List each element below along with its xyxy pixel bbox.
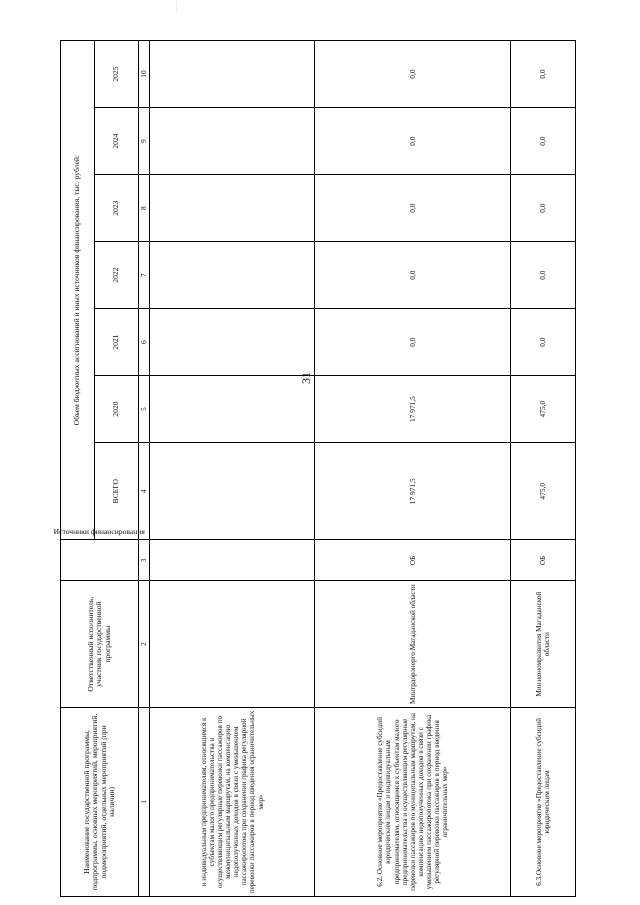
column-number: 5 [139,376,150,443]
row-value-2024: 0,0 [315,108,510,175]
row-value-2020: 17 971,5 [315,376,510,443]
header-executor: Ответственный исполнитель, участник государственной программы [61,581,139,707]
column-number: 1 [139,707,150,896]
header-total: ВСЕГО [95,443,139,540]
header-year-2020: 2020 [95,376,139,443]
row-name: и индивидуальным предпринимателям, относящимся к субъектам малого предпринимательства и осуществляющим регулярные перевозки пассажиров по межмуниципальным маршрутам, на компенсацию недополученных доходов в связи с уменьшением пассажиропотока при сохранении графика регулярной перевозки пассажиров в период введения ограничительных мер» [150,707,315,896]
table-row [315,41,510,897]
header-year-2023: 2023 [95,175,139,242]
row-name: 6.3.Основное мероприятие «Предоставление субсидий юридическим лицам [510,707,575,896]
row-value-2020 [150,376,315,443]
column-number: 10 [139,41,150,108]
row-source [150,540,315,581]
rotated-table-wrapper [53,40,576,897]
column-number: 2 [139,581,150,707]
header-year-2021: 2021 [95,309,139,376]
rotated-table-content [53,40,576,897]
row-source: ОБ [315,540,510,581]
column-number: 3 [139,540,150,581]
budget-table [53,40,576,897]
row-value-2020: 475,0 [510,376,575,443]
header-year-2025: 2025 [95,41,139,108]
row-total: 17 971,5 [315,443,510,540]
header-source [53,527,146,581]
table-row [150,41,315,897]
row-executor: Минэкономразвития Магаданской области [510,581,575,707]
row-value-2023: 0,0 [315,175,510,242]
row-executor: Минтрдорэнерго Магаданской области [315,581,510,707]
header-name: Наименование государственной программы, подпрограммы, основных мероприятий, мероприятий, подмероприятий, отдельных мероприятий (при наличии) [61,707,139,896]
column-numbers-row [139,41,150,897]
table-row [510,41,575,897]
row-value-2024 [150,108,315,175]
header-year-2024: 2024 [95,108,139,175]
column-number: 7 [139,242,150,309]
row-value-2022: 0,0 [315,242,510,309]
row-value-2022: 0,0 [510,242,575,309]
row-value-2023 [150,175,315,242]
column-number: 6 [139,309,150,376]
header-funding-group: Объем бюджетных ассигнований и иных источников финансирования, тыс. рублей: [61,41,95,540]
row-executor [150,581,315,707]
row-value-2021: 0,0 [315,309,510,376]
row-total: 475,0 [510,443,575,540]
header-source-text: Источники финансирования [53,527,146,537]
row-value-2021 [150,309,315,376]
row-name: 6.2. Основное мероприятие «Предоставление субсидий юридическим лицам и индивидуальным предпринимателям, относящимся к субъектам малого предпринимательства и осуществляющим регулярные перевозки пассажиров по муниципальным маршрутам, на компенсацию недополученных доходов в связи с уменьшением пассажиропотока при сохранении графика регулярной перевозки пассажиров в период введения ограничительных мер» [315,707,510,896]
column-number: 9 [139,108,150,175]
row-value-2022 [150,242,315,309]
row-value-2021: 0,0 [510,309,575,376]
scan-mark [176,0,177,14]
row-value-2024: 0,0 [510,108,575,175]
column-number: 8 [139,175,150,242]
row-value-2023: 0,0 [510,175,575,242]
row-value-2025: 0,0 [510,41,575,108]
column-number: 4 [139,443,150,540]
row-value-2025: 0,0 [315,41,510,108]
row-source: ОБ [510,540,575,581]
page-number: 31 [299,372,313,384]
row-value-2025 [150,41,315,108]
row-total [150,443,315,540]
header-year-2022: 2022 [95,242,139,309]
